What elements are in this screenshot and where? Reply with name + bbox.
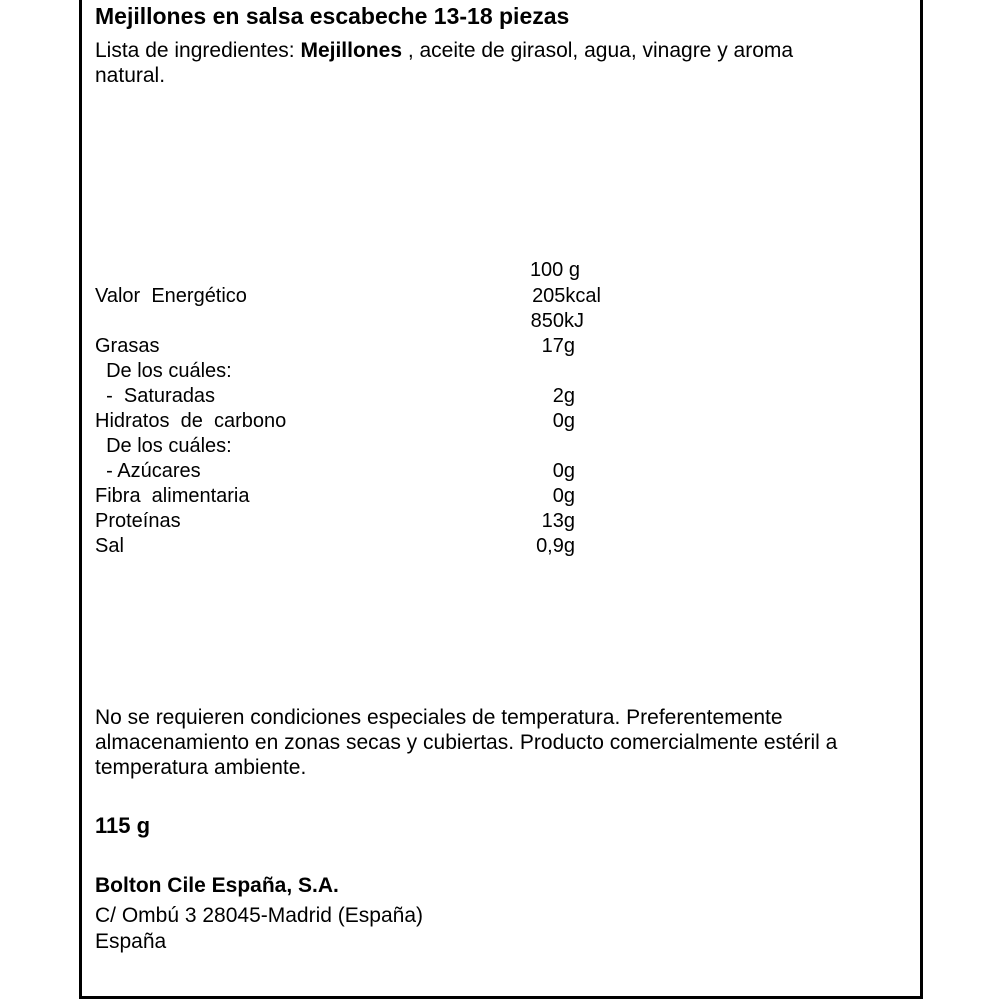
nutrition-value: 205kcal: [532, 285, 601, 307]
storage-line-1: No se requieren condiciones especiales de temperatura. Preferentemente: [95, 706, 783, 729]
nutrition-row: [95, 334, 595, 359]
nutrition-label: Valor Energético: [95, 285, 247, 307]
nutrition-per-header: 100 g: [529, 259, 580, 281]
ingredients-rest: , aceite de girasol, agua, vinagre y aroma: [402, 39, 794, 62]
nutrition-label: Proteínas: [95, 510, 181, 532]
nutrition-value: 850kJ: [530, 310, 584, 332]
nutrition-label: Hidratos de carbono: [95, 410, 287, 432]
nutrition-header: [95, 258, 595, 283]
nutrition-row: [95, 534, 595, 559]
net-weight: 115 g: [95, 813, 151, 838]
nutrition-label: - Saturadas: [95, 385, 216, 407]
ingredients-highlight: Mejillones: [300, 39, 402, 62]
nutrition-label: De los cuáles:: [95, 360, 232, 382]
ingredients-prefix: Lista de ingredientes:: [95, 39, 301, 62]
ingredients-line-1: [95, 38, 793, 63]
storage-line-3: temperatura ambiente.: [95, 756, 307, 779]
product-title: Mejillones en salsa escabeche 13-18 piezas: [95, 3, 570, 29]
nutrition-row: [95, 484, 595, 509]
nutrition-row: [95, 284, 601, 309]
nutrition-label: Fibra alimentaria: [95, 485, 250, 507]
nutrition-value: 13g: [541, 510, 575, 532]
company-name: Bolton Cile España, S.A.: [95, 874, 339, 897]
nutrition-label: - Azúcares: [95, 460, 201, 482]
nutrition-row: [95, 409, 595, 434]
storage-conditions: [95, 705, 837, 780]
nutrition-row: [95, 434, 595, 459]
nutrition-value: 0g: [552, 460, 575, 482]
ingredients-line-2: natural.: [95, 64, 166, 87]
nutrition-row: [95, 459, 595, 484]
nutrition-row: [95, 359, 595, 384]
company-address: C/ Ombú 3 28045-Madrid (España): [95, 904, 423, 927]
nutrition-label: De los cuáles:: [95, 435, 232, 457]
nutrition-row: [95, 309, 595, 334]
nutrition-value: 2g: [552, 385, 575, 407]
nutrition-value: 17g: [541, 335, 575, 357]
company-country: España: [95, 930, 167, 953]
nutrition-label: Sal: [95, 535, 124, 557]
storage-line-2: almacenamiento en zonas secas y cubiertas. Producto comercialmente estéril a: [95, 731, 838, 754]
nutrition-row: [95, 509, 595, 534]
nutrition-value: 0g: [552, 410, 575, 432]
nutrition-row: [95, 384, 595, 409]
nutrition-value: 0g: [552, 485, 575, 507]
nutrition-value: 0,9g: [536, 535, 575, 557]
nutrition-label: Grasas: [95, 335, 160, 357]
